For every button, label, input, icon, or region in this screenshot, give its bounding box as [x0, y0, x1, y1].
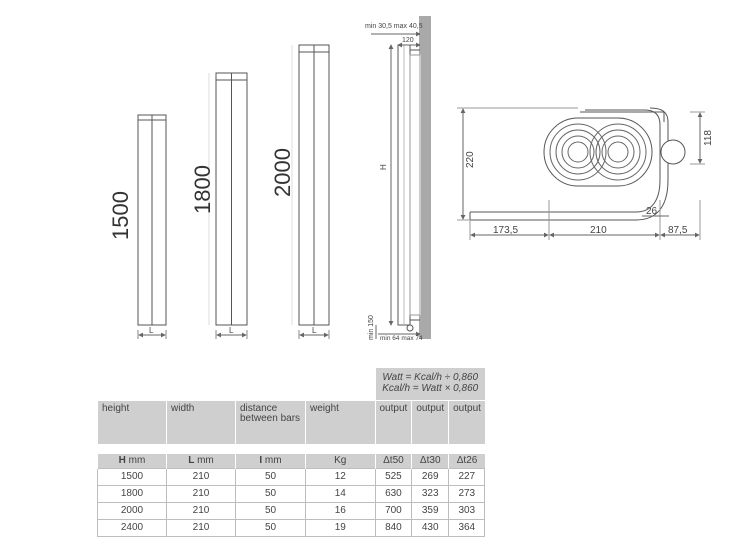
- cell: 210: [167, 469, 236, 486]
- plan-210-label: 210: [590, 225, 607, 236]
- cell: 1800: [98, 486, 167, 503]
- height-label-1500: 1500: [108, 191, 133, 240]
- cell: 323: [412, 486, 449, 503]
- header-width: width: [167, 401, 236, 445]
- cell: 16: [306, 503, 376, 520]
- cell: 273: [449, 486, 485, 503]
- cell: 210: [167, 503, 236, 520]
- top-clearance-label: min 30,5 max 40,5: [365, 23, 423, 30]
- wall: [421, 16, 431, 339]
- cell: 12: [306, 469, 376, 486]
- valve-circle: [661, 140, 685, 164]
- cell: 630: [375, 486, 412, 503]
- unit-width: L mm: [167, 454, 236, 469]
- cell: 525: [375, 469, 412, 486]
- formula-line-2: Kcal/h = Watt × 0,860: [382, 383, 479, 394]
- cell: 210: [167, 520, 236, 537]
- header-output: output: [375, 401, 412, 445]
- unit-dt26: Δt26: [449, 454, 485, 469]
- cell: 2400: [98, 520, 167, 537]
- cell: 269: [412, 469, 449, 486]
- cell: 50: [236, 503, 306, 520]
- plan-173-label: 173,5: [493, 225, 519, 236]
- cell: 14: [306, 486, 376, 503]
- table-row: [98, 486, 485, 503]
- units-row: [98, 454, 485, 469]
- cell: 700: [375, 503, 412, 520]
- depth-label: 120: [402, 37, 414, 44]
- cell: 840: [375, 520, 412, 537]
- cell: 50: [236, 469, 306, 486]
- header-height: height: [98, 401, 167, 445]
- cell: 359: [412, 503, 449, 520]
- cell: 1500: [98, 469, 167, 486]
- width-label-1500: L: [149, 326, 154, 335]
- formula-line-1: Watt = Kcal/h ÷ 0,860: [382, 372, 479, 383]
- table-row: [98, 503, 485, 520]
- plan-87-label: 87,5: [668, 225, 688, 236]
- cell: 50: [236, 486, 306, 503]
- unit-dt50: Δt50: [375, 454, 412, 469]
- unit-weight: Kg: [306, 454, 376, 469]
- height-label-1800: 1800: [190, 165, 215, 214]
- cell: 2000: [98, 503, 167, 520]
- side-height-label: H: [379, 164, 388, 170]
- specs-table: [97, 368, 485, 537]
- height-label-2000: 2000: [270, 148, 295, 197]
- unit-distance: I mm: [236, 454, 306, 469]
- cell: 430: [412, 520, 449, 537]
- side-view: [371, 16, 431, 339]
- plan-26-label: 26: [646, 206, 658, 217]
- conversion-formula: [375, 368, 485, 401]
- header-output: output: [412, 401, 449, 445]
- unit-dt30: Δt30: [412, 454, 449, 469]
- bottom-clearance-vertical-label: min 150: [368, 315, 375, 340]
- header-output: output: [449, 401, 485, 445]
- bottom-clearance-horizontal-label: min 64 max 74: [380, 335, 423, 342]
- cell: 50: [236, 520, 306, 537]
- width-label-2000: L: [312, 326, 317, 335]
- header-row: [98, 401, 485, 445]
- cell: 364: [449, 520, 485, 537]
- header-distance: distance between bars: [236, 401, 306, 445]
- table-row: [98, 520, 485, 537]
- table-row: [98, 469, 485, 486]
- width-label-1800: L: [229, 326, 234, 335]
- plan-view: [457, 108, 705, 240]
- plan-118-label: 118: [703, 130, 714, 146]
- header-weight: weight: [306, 401, 376, 445]
- radiator-2000-front-view: [292, 45, 329, 339]
- cell: 19: [306, 520, 376, 537]
- cell: 227: [449, 469, 485, 486]
- plan-220-label: 220: [465, 151, 476, 168]
- cell: 303: [449, 503, 485, 520]
- unit-height: H mm: [98, 454, 167, 469]
- cell: 210: [167, 486, 236, 503]
- radiator-1500-front-view: [138, 115, 166, 339]
